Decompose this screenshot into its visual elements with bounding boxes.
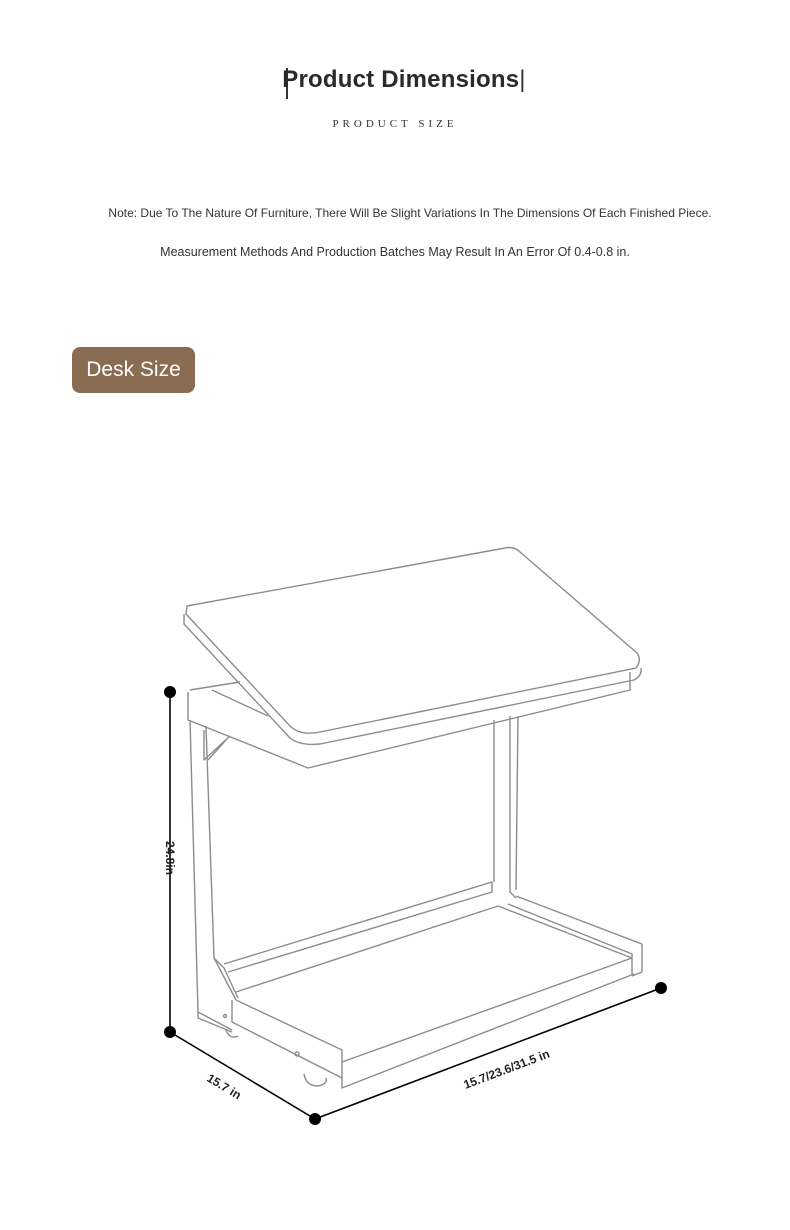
right-leg-back-2: [510, 716, 516, 898]
caster-front: [304, 1074, 326, 1086]
left-leg-inner: [206, 726, 236, 1000]
note-line-1: Note: Due To The Nature Of Furniture, There Will Be Slight Variations In The Dimensions Of Each Finished Piece.: [108, 206, 712, 220]
width-label: 15.7/23.6/31.5 in: [461, 1046, 552, 1092]
corner-front-dot: [309, 1113, 321, 1125]
page-subtitle: PRODUCT SIZE: [332, 118, 458, 130]
shelf-front: [236, 974, 634, 1088]
right-leg-back-3: [516, 716, 518, 890]
page-title-text: Product Dimensions: [282, 66, 520, 93]
right-foot: [516, 896, 642, 976]
note-line-2: Measurement Methods And Production Batches May Result In An Error Of 0.4-0.8 in.: [160, 245, 630, 259]
screw-hole-left: [224, 1015, 227, 1018]
screw-hole-front: [295, 1052, 299, 1056]
width-end-dot: [655, 982, 667, 994]
height-top-dot: [164, 686, 176, 698]
corner-left-dot: [164, 1026, 176, 1038]
depth-line: [170, 1032, 315, 1119]
depth-label: 15.7 in: [204, 1070, 244, 1103]
shelf-back-rail: [224, 882, 492, 972]
desk-outline: [184, 548, 642, 1089]
desk-size-badge: Desk Size: [72, 347, 195, 393]
caster-left: [226, 1030, 238, 1037]
fixed-top-back: [190, 682, 240, 690]
desk-top-edge: [184, 614, 641, 744]
tilt-bracket-inner: [208, 740, 226, 760]
right-foot-inner: [508, 904, 632, 974]
desk-top-surface: [186, 548, 639, 734]
shelf-left-edge: [232, 1000, 342, 1078]
fixed-top-front: [188, 672, 630, 768]
height-label: 24.8in: [163, 840, 177, 876]
title-cursor: |: [519, 66, 526, 93]
